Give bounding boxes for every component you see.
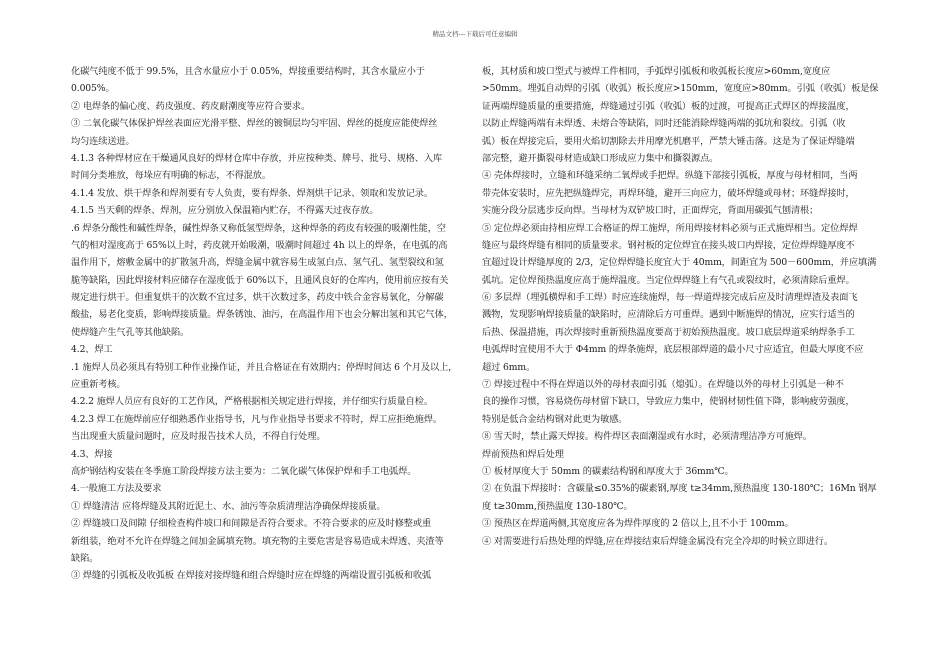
text-line: ③ 二氧化碳气体保护焊丝表面应光滑平整、焊丝的镀铜层均匀牢固、焊丝的挺度应能使焊丝 xyxy=(71,118,438,130)
text-line: 温作用下，熔敷金属中的扩散氢升高，焊缝金属中就容易生成氢白点、氢气孔、氢型裂纹和氢 xyxy=(71,257,444,269)
text-line: ① 焊缝清洁 应将焊缝及其附近泥土、水、油污等杂质清理洁净确保焊接质量。 xyxy=(71,500,386,512)
text-line: 带壳体安装时，应先把纵缝焊完，再焊环缝，避开三向应力，破坏焊缝或母材；环缝焊接时， xyxy=(482,187,855,199)
text-line: 以防止焊缝两端有未焊透、未熔合等缺陷，同时还能消除焊缝两端的弧坑和裂纹。引弧（收 xyxy=(482,118,846,130)
text-line: 0.005%。 xyxy=(71,83,115,95)
page-header: 精品文档---下载后可任意编辑 xyxy=(432,30,518,38)
text-line: ⑥ 多层焊（埋弧横焊和手工焊）时应连续施焊，每一焊道焊接完成后应及时清理焊渣及表面飞 xyxy=(482,292,858,304)
text-line: ⑤ 定位焊必须由持相应焊工合格证的焊工施焊，所用焊接材料必须与正式施焊相当。定位焊焊 xyxy=(482,222,858,234)
text-line: 使焊缝产生气孔等其他缺陷。 xyxy=(71,326,190,338)
text-line: 弧）板在焊接完后，要用火焰切割除去并用摩光机磨平，严禁大锤击落。这是为了保证焊缝端 xyxy=(482,135,855,147)
text-line: 4.1.3 各种焊材应在干燥通风良好的焊材仓库中存放，并应按种类、牌号、批号、规格、入库 xyxy=(71,152,443,164)
text-line: 宜超过设计焊缝厚度的 2/3，定位焊焊缝长度宜大于 40mm，间距宜为 500－600mm，并应填满 xyxy=(482,257,877,269)
text-line: ③ 预热区在焊道两侧,其宽度应各为焊件厚度的 2 倍以上,且不小于 100mm。 xyxy=(482,518,794,530)
text-line: 酸盐，易老化变质，影响焊接质量。焊条锈蚀、油污，在高温作用下也会分解出氢和其它气体， xyxy=(71,309,453,321)
text-line: 度 t≥30mm,预热温度 130-180℃。 xyxy=(482,500,633,512)
text-line: 弧坑。定位焊预热温度应高于施焊温度。当定位焊焊缝上有气孔或裂纹时，必须清除后重焊。 xyxy=(482,274,855,286)
text-line: 超过 6mm。 xyxy=(482,361,536,373)
text-line: >50mm。埋弧自动焊的引弧（收弧）板长度应>150mm，宽度应>80mm。引弧（收弧）板是保 xyxy=(482,83,879,95)
text-line: 溅物，发现影响焊接质量的缺陷时，应清除后方可重焊。遇到中断施焊的情况，应实行适当的 xyxy=(482,309,855,321)
text-line: ④ 壳体焊接时，立缝和环缝采纳二氧焊或手把焊。纵缝下部接引弧板，厚度与母材相同，当两 xyxy=(482,170,858,182)
text-line: 时间分类堆放，每垛应有明确的标志，不得混放。 xyxy=(71,170,271,182)
text-line: 特别是低合金结构钢对此更为敏感。 xyxy=(482,413,628,425)
text-line: .6 焊条分酸性和碱性焊条，碱性焊条又称低氢型焊条，这种焊条的药皮有较强的吸潮性能，空 xyxy=(71,222,446,234)
text-line: 4.2.2 施焊人员应有良好的工艺作风，严格根据相关规定进行焊接，并仔细实行质量自检。 xyxy=(71,396,433,408)
text-line: 板，其材质和坡口型式与被焊工件相同，手弧焊引弧板和收弧板长度应>60mm,宽度应 xyxy=(482,66,831,77)
text-line: ⑧ 雪天时，禁止露天焊接。构件焊区表面潮湿或有水时，必须清理洁净方可施焊。 xyxy=(482,431,812,443)
text-line: ④ 对需要进行后热处理的焊缝,应在焊接结束后焊缝金属没有完全冷却的时候立即进行。 xyxy=(482,535,833,547)
text-line: 部完整，避开撕裂母材造成缺口形成应力集中和撕裂源点。 xyxy=(482,152,719,164)
right-column xyxy=(482,63,887,550)
text-line: 缝应与最终焊缝有相同的质量要求。钢衬板的定位焊宜在接头坡口内焊接，定位焊焊缝厚度不 xyxy=(482,239,855,251)
text-line: ③ 焊缝的引弧板及收弧板 在焊接对接焊缝和组合焊缝时应在焊缝的两端设置引弧板和收弧 xyxy=(71,570,432,582)
text-line: 4.一般施工方法及要求 xyxy=(71,483,162,495)
text-line: 电弧焊时宜使用不大于 Φ4mm 的焊条施焊，底层根部焊道的最小尺寸应适宜，但最大厚度不应 xyxy=(482,344,864,356)
text-line: 应重新考核。 xyxy=(71,379,126,391)
text-line: 4.2.3 焊工在施焊前应仔细熟悉作业指导书，凡与作业指导书要求不符时，焊工应拒绝施焊。 xyxy=(71,413,443,425)
text-line: ② 焊缝坡口及间隙 仔细检查构件坡口和间隙是否符合要求。不符合要求的应及时修整或重 xyxy=(71,518,432,530)
text-line: 高炉钢结构安装在冬季施工阶段焊接方法主要为：二氧化碳气体保护焊和手工电弧焊。 xyxy=(71,465,417,477)
text-line: 均匀连续送进。 xyxy=(71,135,135,147)
text-line: 化碳气纯度不低于 99.5%，且含水量应小于 0.05%，焊接重要结构时，其含水量应小于 xyxy=(71,66,425,77)
text-line: ① 板材厚度大于 50mm 的碳素结构钢和厚度大于 36mm℃。 xyxy=(482,465,734,477)
left-column xyxy=(71,63,471,585)
text-line: 当出现重大质量问题时，应及时报告技术人员，不得自行处理。 xyxy=(71,431,326,443)
text-line: 证两端焊缝质量的重要措施，焊缝通过引弧（收弧）板的过渡，可提高正式焊区的焊接温度， xyxy=(482,100,855,112)
text-line: ② 在负温下焊接时：含碳量≤0.35%的碳素钢,厚度 t≥34mm,预热温度 130-180℃；16Mn 钢厚 xyxy=(482,483,877,495)
text-line: 良的操作习惯，容易烧伤母材留下缺口，导致应力集中，使钢材韧性值下降，影响疲劳强度， xyxy=(482,396,855,408)
text-line: 脆等缺陷，因此焊接材料应储存在湿度低于 60%以下，且通风良好的仓库内，使用前应按有关 xyxy=(71,274,449,286)
text-line: .1 施焊人员必须具有特别工种作业操作证，并且合格证在有效期内；停焊时间达 6 个月及以上， xyxy=(71,361,458,373)
text-line: 4.2、焊工 xyxy=(71,344,113,356)
text-line: 气的相对湿度高于 65%以上时，药皮就开始吸潮，吸潮时间超过 4h 以上的焊条，在电弧的高 xyxy=(71,239,448,251)
text-line: 4.3、焊接 xyxy=(71,448,113,460)
text-line: ② 电焊条的偏心度、药皮强度、药皮耐潮度等应符合要求。 xyxy=(71,100,311,112)
text-line: 4.1.5 当天剩的焊条、焊剂，应分别放入保温箱内贮存，不得露天过夜存放。 xyxy=(71,205,379,217)
text-line: 新组装，绝对不允许在焊缝之间加金属填充物。填充物的主要危害是容易造成未焊透、夹渣等 xyxy=(71,535,444,547)
text-line: 4.1.4 发放、烘干焊条和焊剂要有专人负责，要有焊条、焊剂烘干记录、领取和发放记录。 xyxy=(71,187,433,199)
text-line: 焊前预热和焊后处理 xyxy=(482,448,564,460)
text-line: ⑦ 焊接过程中不得在焊道以外的母材表面引弧（熄弧）。在焊缝以外的母材上引弧是一种不 xyxy=(482,379,844,391)
text-line: 实施分段分层逃步反向焊。当母材为双铲坡口时，正面焊完，背面用碳弧气刨清根； xyxy=(482,205,819,217)
text-line: 后热、保温措施，再次焊接时重新预热温度要高于初始预热温度。坡口底层焊道采纳焊条手工 xyxy=(482,326,855,338)
text-line: 缺陷。 xyxy=(71,552,99,564)
text-line: 规定进行烘干。但重复烘干的次数不宜过多，烘干次数过多，药皮中铁合金容易氧化，分解碳 xyxy=(71,292,444,304)
